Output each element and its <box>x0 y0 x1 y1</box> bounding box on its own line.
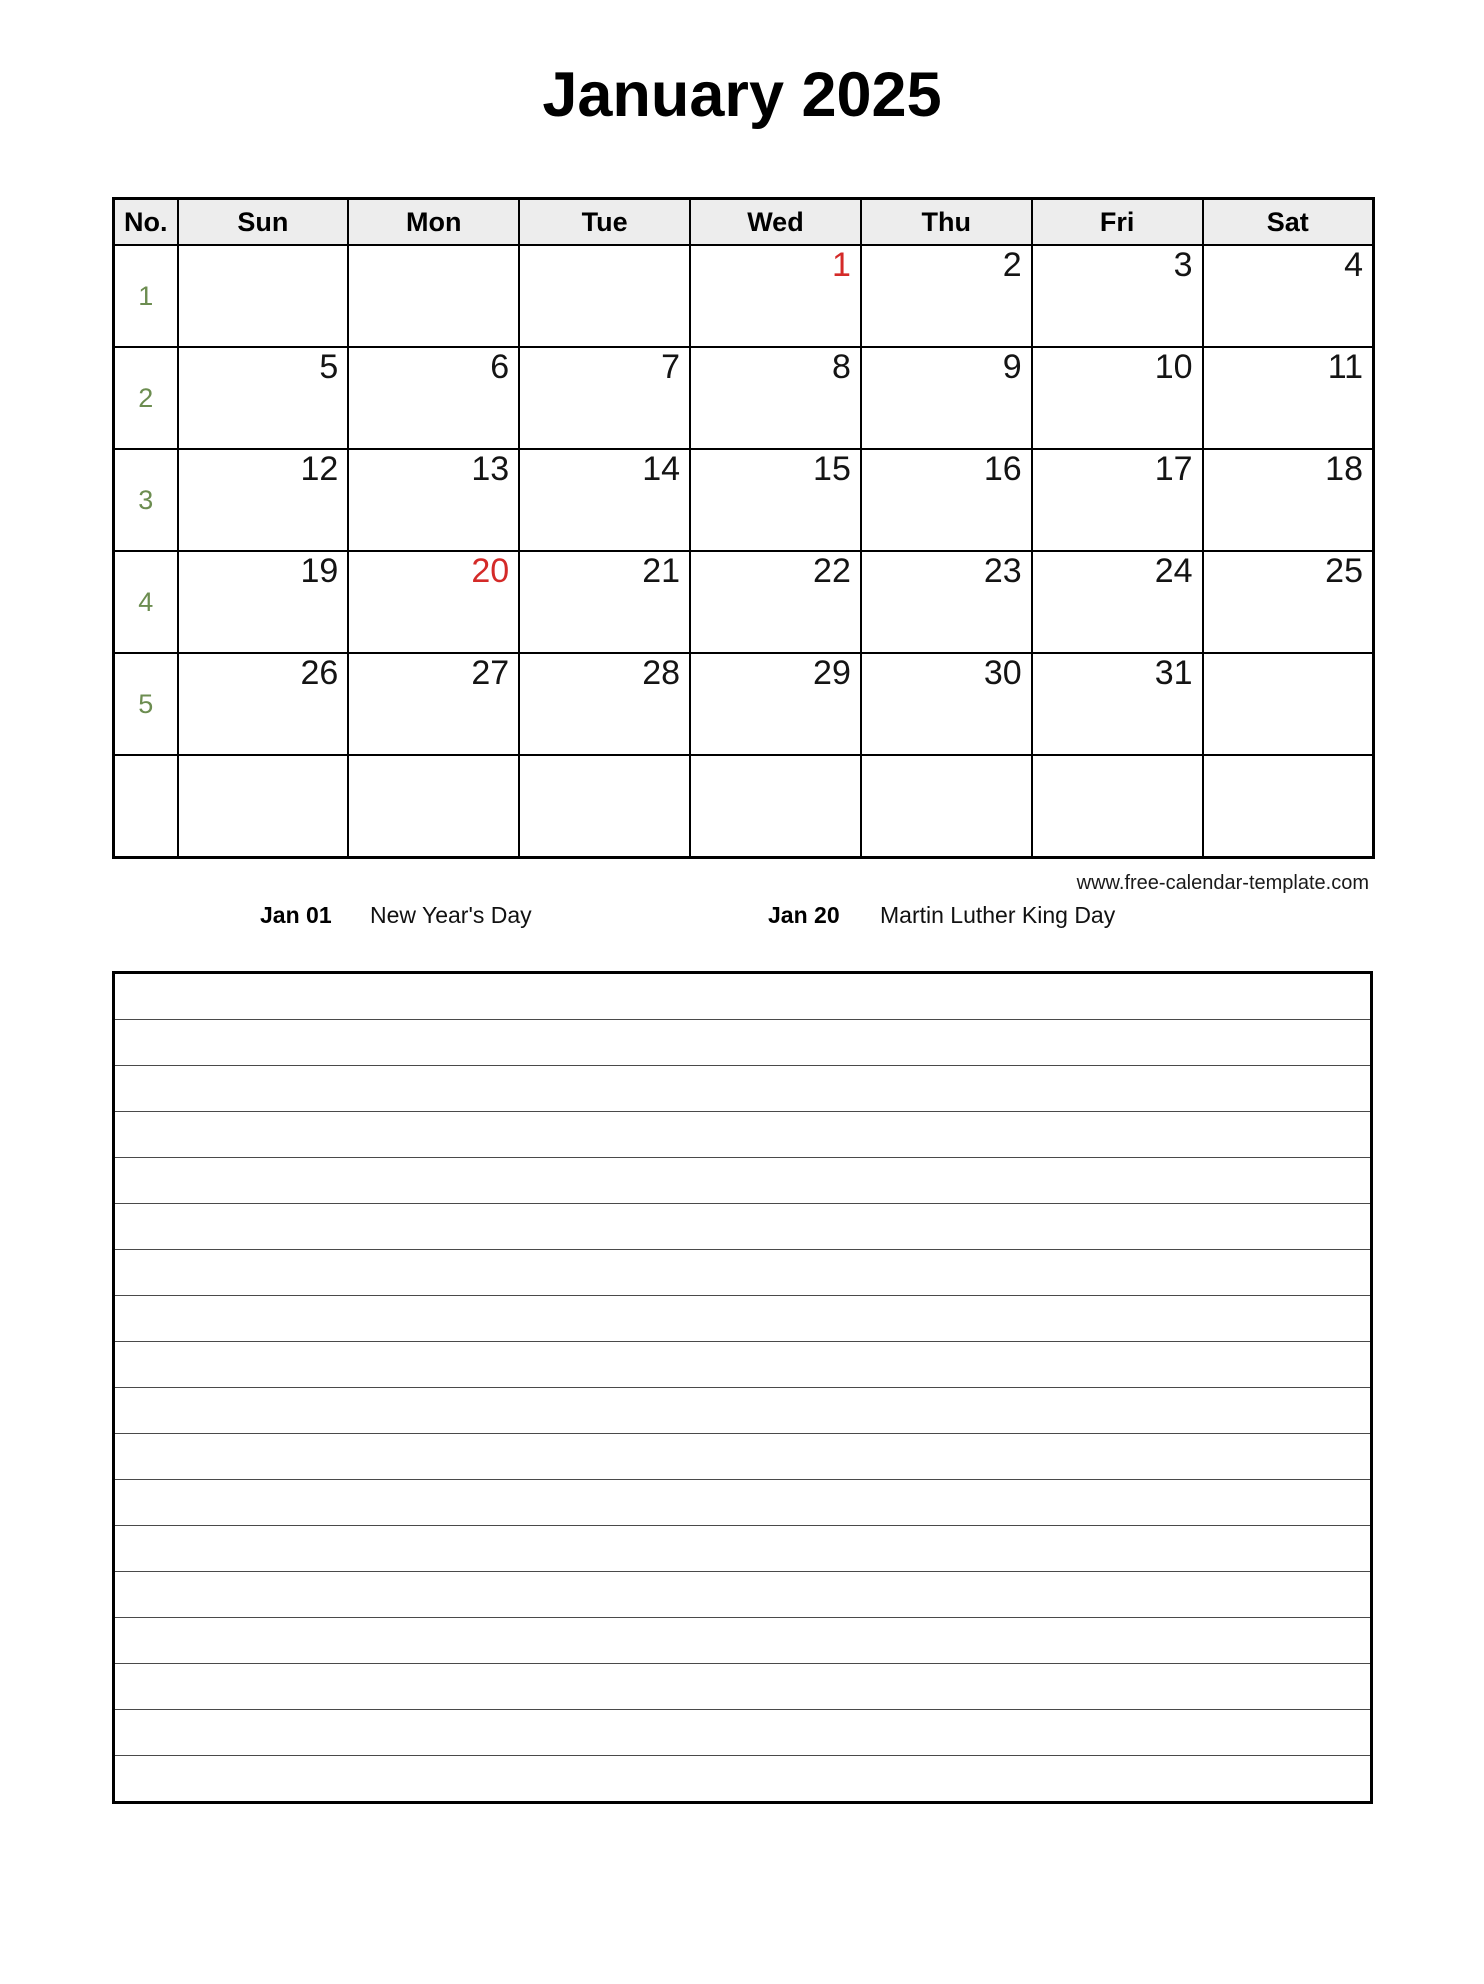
note-line <box>115 1618 1370 1664</box>
empty-day-cell <box>348 245 519 347</box>
week-number: 3 <box>114 449 178 551</box>
day-cell: 16 <box>861 449 1032 551</box>
empty-day-cell <box>690 755 861 858</box>
day-cell: 4 <box>1203 245 1374 347</box>
note-line <box>115 1480 1370 1526</box>
website-credit: www.free-calendar-template.com <box>1076 872 1369 894</box>
note-line <box>115 1250 1370 1296</box>
calendar-header-row <box>114 199 1374 246</box>
day-cell: 10 <box>1032 347 1203 449</box>
day-cell: 3 <box>1032 245 1203 347</box>
note-line <box>115 974 1370 1020</box>
day-cell: 22 <box>690 551 861 653</box>
week-number: 5 <box>114 653 178 755</box>
week-number <box>114 755 178 858</box>
note-line <box>115 1710 1370 1756</box>
col-header-no: No. <box>114 199 178 246</box>
week-number: 2 <box>114 347 178 449</box>
day-cell: 11 <box>1203 347 1374 449</box>
day-cell: 15 <box>690 449 861 551</box>
calendar-week-row <box>114 755 1374 858</box>
day-cell: 21 <box>519 551 690 653</box>
day-cell: 2 <box>861 245 1032 347</box>
empty-day-cell <box>178 245 349 347</box>
week-number: 1 <box>114 245 178 347</box>
note-line <box>115 1020 1370 1066</box>
day-cell: 1 <box>690 245 861 347</box>
holiday-name: Martin Luther King Day <box>880 902 1116 928</box>
empty-day-cell <box>519 245 690 347</box>
day-cell: 25 <box>1203 551 1374 653</box>
calendar-page <box>0 60 1484 1804</box>
holiday-date: Jan 20 <box>768 902 840 928</box>
day-cell: 5 <box>178 347 349 449</box>
day-cell: 7 <box>519 347 690 449</box>
day-cell: 14 <box>519 449 690 551</box>
col-header-wed: Wed <box>690 199 861 246</box>
calendar-table <box>112 197 1375 859</box>
day-cell: 23 <box>861 551 1032 653</box>
empty-day-cell <box>519 755 690 858</box>
col-header-mon: Mon <box>348 199 519 246</box>
day-cell: 8 <box>690 347 861 449</box>
empty-day-cell <box>1203 653 1374 755</box>
col-header-fri: Fri <box>1032 199 1203 246</box>
note-line <box>115 1296 1370 1342</box>
day-cell: 30 <box>861 653 1032 755</box>
day-cell: 28 <box>519 653 690 755</box>
notes-section <box>112 971 1373 1804</box>
week-number: 4 <box>114 551 178 653</box>
note-line <box>115 1756 1370 1801</box>
note-line <box>115 1572 1370 1618</box>
note-line <box>115 1066 1370 1112</box>
day-cell: 31 <box>1032 653 1203 755</box>
note-line <box>115 1388 1370 1434</box>
calendar-week-row <box>114 245 1374 347</box>
day-cell: 29 <box>690 653 861 755</box>
empty-day-cell <box>348 755 519 858</box>
page-title: January 2025 <box>542 60 942 130</box>
note-line <box>115 1112 1370 1158</box>
day-cell: 12 <box>178 449 349 551</box>
empty-day-cell <box>1203 755 1374 858</box>
empty-day-cell <box>861 755 1032 858</box>
note-line <box>115 1158 1370 1204</box>
day-cell: 26 <box>178 653 349 755</box>
col-header-tue: Tue <box>519 199 690 246</box>
note-line <box>115 1664 1370 1710</box>
day-cell: 24 <box>1032 551 1203 653</box>
day-cell: 20 <box>348 551 519 653</box>
day-cell: 19 <box>178 551 349 653</box>
calendar-week-row <box>114 653 1374 755</box>
col-header-thu: Thu <box>861 199 1032 246</box>
calendar-week-row <box>114 551 1374 653</box>
empty-day-cell <box>178 755 349 858</box>
day-cell: 13 <box>348 449 519 551</box>
day-cell: 9 <box>861 347 1032 449</box>
empty-day-cell <box>1032 755 1203 858</box>
day-cell: 27 <box>348 653 519 755</box>
day-cell: 17 <box>1032 449 1203 551</box>
day-cell: 18 <box>1203 449 1374 551</box>
col-header-sun: Sun <box>178 199 349 246</box>
note-line <box>115 1204 1370 1250</box>
calendar-week-row <box>114 347 1374 449</box>
note-line <box>115 1342 1370 1388</box>
holiday-date: Jan 01 <box>260 902 332 928</box>
day-cell: 6 <box>348 347 519 449</box>
calendar-week-row <box>114 449 1374 551</box>
holiday-name: New Year's Day <box>370 902 532 928</box>
col-header-sat: Sat <box>1203 199 1374 246</box>
note-line <box>115 1434 1370 1480</box>
note-line <box>115 1526 1370 1572</box>
holiday-legend <box>0 902 1484 938</box>
